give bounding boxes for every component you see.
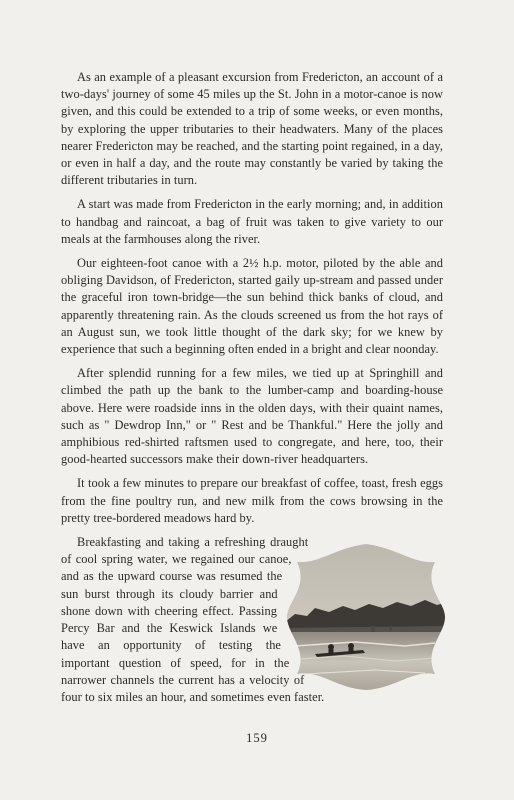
paragraph-4: After splendid running for a few miles, we tied up at Springhill and climbed the path up the bank to the lumber-camp and boarding-house above. Here were roadside inns in the olden days, with their quaint names, such as " Dewdrop Inn," or " Rest and be Thankful." Here the jolly and amphibious red-shirted raftsmen used to congregate, and here, too, their good-hearted successors make their down-river headquarters. — [61, 366, 443, 467]
paragraph-6: Breakfasting and taking a refreshing draught of cool spring water, we regained our canoe, and as the upward course was resumed the sun burst through its cloudy barrier and shone down with cheering effect. Passing Percy Bar and the Keswick Islands we have an opportunity of testing the important question of speed, for in the narrower channels the current has a velocity of four to six miles an hour, and sometimes even faster. — [61, 535, 325, 704]
photo-wrap-block — [61, 534, 443, 706]
body-text — [61, 69, 443, 713]
paragraph-3: Our eighteen-foot canoe with a 2½ h.p. motor, piloted by the able and obliging Davidson, of Fredericton, started gaily up-stream and passed under the graceful iron town-bridge—the sun behind thick banks of cloud, and apparently threatening rain. As the clouds screened us from the hot rays of an August sun, we took little thought of the dark sky; for we knew by experience that such a beginning often ended in a bright and clear noonday. — [61, 256, 443, 357]
photo-vignette — [285, 542, 447, 692]
paragraph-5: It took a few minutes to prepare our breakfast of coffee, toast, fresh eggs from the fine poultry run, and new milk from the cows browsing in the pretty tree-bordered meadows hard by. — [61, 476, 443, 525]
paragraph-2: A start was made from Fredericton in the early morning; and, in addition to handbag and raincoat, a bag of fruit was taken to give variety to our meals at the farmhouses along the river. — [61, 197, 443, 246]
paragraph-1: As an example of a pleasant excursion from Fredericton, an account of a two-days' journey of some 45 miles up the St. John in a motor-canoe is now given, and this could be extended to a trip of some weeks, or even months, by exploring the upper tributaries to their headwaters. Many of the places nearer Fredericton may be reached, and the starting point regained, in a day, or even in half a day, and the route may constantly be varied by taking the different tributaries in turn. — [61, 70, 443, 188]
river-canoe-photo — [285, 542, 447, 692]
page-number: 159 — [246, 731, 268, 745]
